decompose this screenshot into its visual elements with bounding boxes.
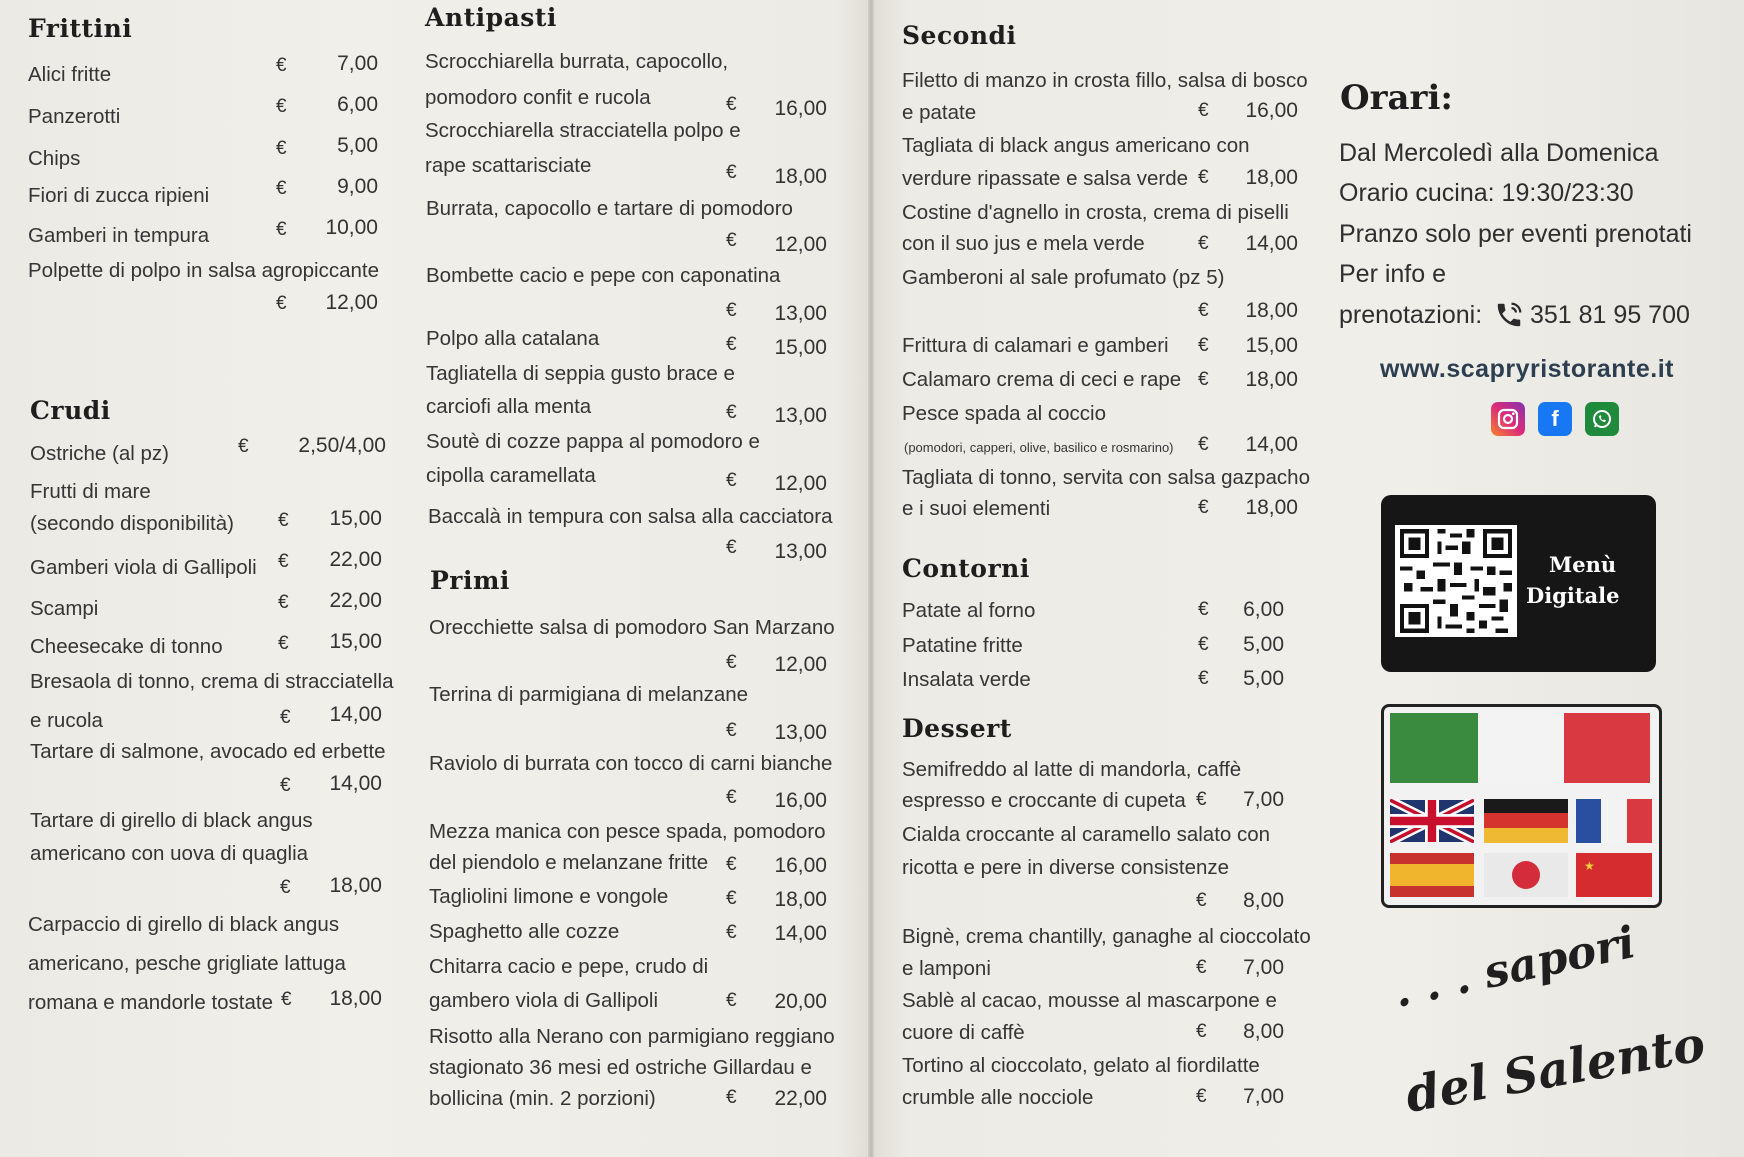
menu-item-price: 7,00	[337, 52, 378, 75]
menu-item-price: 12,00	[774, 472, 827, 495]
euro-sign: €	[281, 989, 292, 1010]
menu-item-name: Patatine fritte	[902, 634, 1023, 657]
menu-item-name-line2: e patate	[902, 101, 977, 124]
uk-flag-icon[interactable]	[1390, 799, 1474, 843]
euro-sign: €	[1198, 634, 1209, 655]
euro-sign: €	[1198, 599, 1209, 620]
menu-item-price: 20,00	[774, 990, 827, 1013]
menu-item-price: 13,00	[774, 721, 827, 744]
euro-sign: €	[238, 436, 249, 457]
menu-item-price: 16,00	[774, 789, 827, 812]
menu-item-price: 7,00	[1243, 956, 1284, 979]
heading-primi: Primi	[430, 566, 510, 595]
euro-sign: €	[1196, 957, 1207, 978]
menu-item-price: 14,00	[1245, 232, 1298, 255]
menu-item-price: 14,00	[1245, 433, 1298, 456]
euro-sign: €	[276, 219, 287, 240]
menu-item-name: Tartare di girello di black angus	[30, 809, 313, 832]
menu-item-price: 18,00	[774, 888, 827, 911]
menu-item-price: 5,00	[1243, 667, 1284, 690]
heading-contorni: Contorni	[902, 554, 1030, 583]
info-booking-label: prenotazioni:	[1339, 301, 1483, 329]
menu-item-name: Bresaola di tonno, crema di stracciatella	[30, 670, 394, 693]
euro-sign: €	[726, 787, 737, 808]
menu-item-price: 22,00	[774, 1087, 827, 1110]
menu-item-name: Gamberi viola di Gallipoli	[30, 556, 257, 579]
menu-item-price: 10,00	[325, 216, 378, 239]
menu-item-name: Mezza manica con pesce spada, pomodoro	[429, 820, 826, 843]
menu-item-name: Scampi	[30, 597, 99, 620]
euro-sign: €	[280, 877, 291, 898]
menu-item-name: Cheesecake di tonno	[30, 635, 223, 658]
euro-sign: €	[726, 537, 737, 558]
euro-sign: €	[1198, 100, 1209, 121]
euro-sign: €	[276, 55, 287, 76]
euro-sign: €	[1198, 233, 1209, 254]
qr-code-card[interactable]	[1381, 495, 1656, 672]
menu-item-name: Bombette cacio e pepe con caponatina	[426, 264, 781, 287]
euro-sign: €	[1196, 789, 1207, 810]
menu-item-name-line2: gambero viola di Gallipoli	[429, 989, 659, 1012]
menu-item-name: Costine d'agnello in crosta, crema di piselli	[902, 201, 1289, 224]
menu-item-name: Panzerotti	[28, 105, 121, 128]
menu-item-price: 9,00	[337, 175, 378, 198]
menu-item-name: Frutti di mare	[30, 480, 151, 503]
menu-item-name-line3: romana e mandorle tostate	[28, 991, 273, 1014]
menu-item-name-line2: espresso e croccante di cupeta	[902, 789, 1186, 812]
menu-item-price: 8,00	[1243, 889, 1284, 912]
info-contact: Per info e	[1339, 260, 1447, 288]
menu-item-price: 15,00	[774, 336, 827, 359]
menu-item-name-line2: e i suoi elementi	[902, 497, 1051, 520]
menu-item-name-line2: con il suo jus e mela verde	[902, 232, 1145, 255]
menu-item-price: 5,00	[337, 134, 378, 157]
menu-item-note: (pomodori, capperi, olive, basilico e rosmarino)	[904, 440, 1174, 455]
menu-item-name-line2: ricotta e pere in diverse consistenze	[902, 856, 1230, 879]
menu-item-price: 18,00	[774, 165, 827, 188]
menu-item-price: 13,00	[774, 404, 827, 427]
japanese-flag-icon[interactable]	[1484, 853, 1568, 897]
menu-item-name: Baccalà in tempura con salsa alla cacciatora	[428, 505, 833, 528]
menu-item-name: Risotto alla Nerano con parmigiano reggiano	[429, 1025, 835, 1048]
euro-sign: €	[276, 178, 287, 199]
euro-sign: €	[726, 990, 737, 1011]
euro-sign: €	[276, 96, 287, 117]
menu-item-name: Terrina di parmigiana di melanzane	[429, 683, 749, 706]
heading-antipasti: Antipasti	[425, 3, 557, 32]
euro-sign: €	[1198, 335, 1209, 356]
menu-item-name-line2: carciofi alla menta	[426, 395, 592, 418]
euro-sign: €	[1198, 668, 1209, 689]
heading-frittini: Frittini	[28, 14, 133, 43]
qr-label-digitale: Digitale	[1526, 583, 1620, 608]
menu-item-price: 15,00	[329, 630, 382, 653]
menu-item-price: 18,00	[1245, 299, 1298, 322]
menu-item-price: 6,00	[1243, 598, 1284, 621]
menu-item-price: 7,00	[1243, 788, 1284, 811]
euro-sign: €	[1198, 497, 1209, 518]
menu-item-name-line2: rape scattarisciate	[425, 154, 592, 177]
euro-sign: €	[280, 707, 291, 728]
qr-label-menu: Menù	[1549, 552, 1617, 577]
menu-item-name: Gamberi in tempura	[28, 224, 210, 247]
menu-item-name: Tagliatella di seppia gusto brace e	[426, 362, 735, 385]
menu-item-price: 14,00	[329, 703, 382, 726]
euro-sign: €	[726, 300, 737, 321]
menu-item-name-line2: del piendolo e melanzane fritte	[429, 851, 709, 874]
menu-item-price: 15,00	[1245, 334, 1298, 357]
menu-item-name: Raviolo di burrata con tocco di carni bianche	[429, 752, 833, 775]
menu-item-name: Cialda croccante al caramello salato con	[902, 823, 1271, 846]
website-link[interactable]: www.scapryristorante.it	[1380, 355, 1674, 383]
menu-item-name: Tagliolini limone e vongole	[429, 885, 669, 908]
menu-item-name-line2: (secondo disponibilità)	[30, 512, 234, 535]
menu-item-name: Semifreddo al latte di mandorla, caffè	[902, 758, 1242, 781]
euro-sign: €	[1198, 434, 1209, 455]
menu-item-name: Tagliata di tonno, servita con salsa gazpacho	[902, 466, 1310, 489]
euro-sign: €	[1196, 1021, 1207, 1042]
euro-sign: €	[726, 402, 737, 423]
euro-sign: €	[1198, 167, 1209, 188]
menu-item-name-line2: e rucola	[30, 709, 103, 732]
euro-sign: €	[726, 470, 737, 491]
euro-sign: €	[726, 334, 737, 355]
menu-item-name: Scrocchiarella burrata, capocollo,	[425, 50, 729, 73]
menu-item-name: Soutè di cozze pappa al pomodoro e	[426, 430, 760, 453]
page-fold	[868, 0, 874, 1157]
euro-sign: €	[726, 652, 737, 673]
facebook-icon[interactable]: f	[1538, 402, 1572, 436]
slogan-salento: del Salento	[1401, 1016, 1710, 1124]
menu-item-name-line2: crumble alle nocciole	[902, 1086, 1094, 1109]
euro-sign: €	[280, 775, 291, 796]
menu-item-price: 18,00	[1245, 368, 1298, 391]
menu-item-name: Orecchiette salsa di pomodoro San Marzano	[429, 616, 835, 639]
menu-item-name-line2: verdure ripassate e salsa verde	[902, 167, 1189, 190]
euro-sign: €	[276, 138, 287, 159]
menu-item-name: Insalata verde	[902, 668, 1031, 691]
menu-item-price: 18,00	[329, 874, 382, 897]
euro-sign: €	[726, 1087, 737, 1108]
menu-item-price: 2,50/4,00	[298, 434, 386, 457]
menu-item-price: 12,00	[774, 233, 827, 256]
menu-item-name: Sablè al cacao, mousse al mascarpone e	[902, 989, 1277, 1012]
menu-item-name-line2: cuore di caffè	[902, 1021, 1025, 1044]
menu-item-price: 14,00	[329, 772, 382, 795]
menu-item-name-line2: stagionato 36 mesi ed ostriche Gillardau e	[429, 1056, 812, 1079]
menu-item-name-line2: pomodoro confit e rucola	[425, 86, 651, 109]
menu-item-price: 14,00	[774, 922, 827, 945]
euro-sign: €	[1198, 369, 1209, 390]
menu-item-name: Alici fritte	[28, 63, 112, 86]
menu-item-price: 22,00	[329, 589, 382, 612]
chinese-flag-icon[interactable]: ★	[1576, 853, 1652, 897]
menu-item-name: Polpette di polpo in salsa agropiccante	[28, 259, 380, 282]
menu-item-name: Chitarra cacio e pepe, crudo di	[429, 955, 709, 978]
whatsapp-icon[interactable]	[1585, 402, 1619, 436]
menu-item-price: 6,00	[337, 93, 378, 116]
euro-sign: €	[726, 888, 737, 909]
german-flag-icon[interactable]	[1484, 799, 1568, 843]
heading-orari: Orari:	[1340, 78, 1453, 118]
menu-item-name: Pesce spada al coccio	[902, 402, 1106, 425]
menu-item-name: Spaghetto alle cozze	[429, 920, 620, 943]
menu-item-name: Chips	[28, 147, 81, 170]
heading-dessert: Dessert	[902, 714, 1012, 743]
euro-sign: €	[1196, 1086, 1207, 1107]
menu-item-name-line2: cipolla caramellata	[426, 464, 596, 487]
menu-item-price: 22,00	[329, 548, 382, 571]
menu-item-name-line2: americano, pesche grigliate lattuga	[28, 952, 346, 975]
menu-item-price: 16,00	[774, 97, 827, 120]
euro-sign: €	[726, 94, 737, 115]
spanish-flag-icon[interactable]	[1390, 853, 1474, 897]
menu-item-price: 16,00	[1245, 99, 1298, 122]
menu-item-name: Bignè, crema chantilly, ganaghe al cioccolato	[902, 925, 1311, 948]
menu-item-price: 18,00	[1245, 496, 1298, 519]
menu-item-name: Scrocchiarella stracciatella polpo e	[425, 119, 741, 142]
euro-sign: €	[726, 162, 737, 183]
heading-crudi: Crudi	[30, 396, 111, 425]
instagram-icon[interactable]	[1491, 402, 1525, 436]
euro-sign: €	[726, 720, 737, 741]
menu-item-price: 7,00	[1243, 1085, 1284, 1108]
menu-item-price: 12,00	[774, 653, 827, 676]
menu-item-name: Burrata, capocollo e tartare di pomodoro	[426, 197, 793, 220]
menu-item-name-line3: bollicina (min. 2 porzioni)	[429, 1087, 656, 1110]
menu-item-price: 18,00	[1245, 166, 1298, 189]
euro-sign: €	[278, 633, 289, 654]
phone-number[interactable]: 351 81 95 700	[1530, 301, 1690, 329]
info-kitchen-hours: Orario cucina: 19:30/23:30	[1339, 179, 1634, 207]
euro-sign: €	[278, 592, 289, 613]
menu-item-name: Fiori di zucca ripieni	[28, 184, 210, 207]
menu-item-name: Polpo alla catalana	[426, 327, 600, 350]
menu-item-name: Ostriche (al pz)	[30, 442, 169, 465]
menu-item-name-line2: americano con uova di quaglia	[30, 842, 309, 865]
euro-sign: €	[726, 230, 737, 251]
info-days: Dal Mercoledì alla Domenica	[1339, 139, 1659, 167]
menu-item-price: 5,00	[1243, 633, 1284, 656]
info-lunch: Pranzo solo per eventi prenotati	[1339, 220, 1692, 248]
menu-item-name: Calamaro crema di ceci e rape	[902, 368, 1182, 391]
menu-item-price: 12,00	[325, 291, 378, 314]
heading-secondi: Secondi	[902, 21, 1017, 50]
euro-sign: €	[1198, 300, 1209, 321]
language-selector[interactable]	[1381, 704, 1662, 908]
menu-item-price: 16,00	[774, 854, 827, 877]
euro-sign: €	[726, 854, 737, 875]
menu-item-name: Frittura di calamari e gamberi	[902, 334, 1169, 357]
slogan-sapori: . . . sapori	[1389, 917, 1640, 1018]
menu-item-name-line2: e lamponi	[902, 957, 991, 980]
menu-item-price: 13,00	[774, 540, 827, 563]
menu-item-price: 15,00	[329, 507, 382, 530]
menu-item-price: 8,00	[1243, 1020, 1284, 1043]
euro-sign: €	[276, 293, 287, 314]
euro-sign: €	[278, 510, 289, 531]
menu-item-name: Patate al forno	[902, 599, 1036, 622]
qr-code-icon	[1395, 525, 1517, 637]
menu-item-price: 18,00	[329, 987, 382, 1010]
phone-icon	[1494, 300, 1524, 335]
menu-item-name: Tagliata di black angus americano con	[902, 134, 1250, 157]
menu-item-name: Tartare di salmone, avocado ed erbette	[30, 740, 386, 763]
french-flag-icon[interactable]	[1576, 799, 1652, 843]
euro-sign: €	[1196, 890, 1207, 911]
menu-item-name: Tortino al cioccolato, gelato al fiordilatte	[902, 1054, 1260, 1077]
menu-item-name: Carpaccio di girello di black angus	[28, 913, 340, 936]
menu-item-name: Gamberoni al sale profumato (pz 5)	[902, 266, 1225, 289]
menu-item-name: Filetto di manzo in crosta fillo, salsa di bosco	[902, 69, 1308, 92]
menu-item-price: 13,00	[774, 302, 827, 325]
italian-flag-icon[interactable]	[1384, 707, 1659, 783]
euro-sign: €	[726, 922, 737, 943]
euro-sign: €	[278, 551, 289, 572]
